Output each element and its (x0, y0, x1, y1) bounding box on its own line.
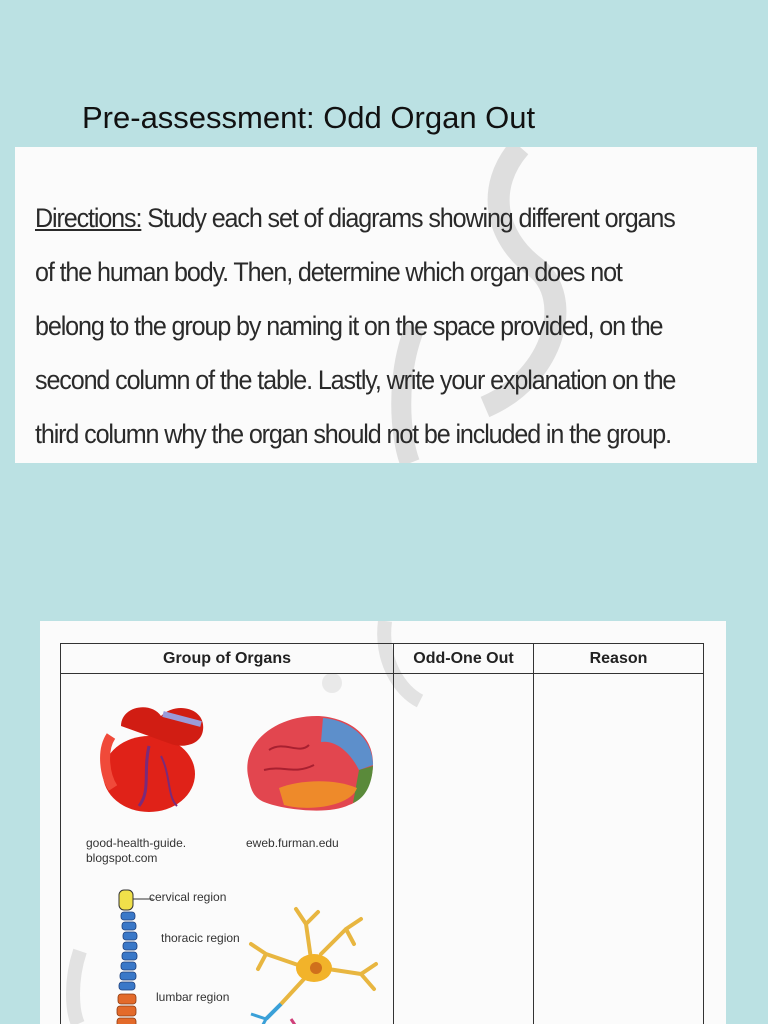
header-reason: Reason (589, 649, 648, 667)
heart-caption-line2: blogspot.com (86, 851, 158, 865)
header-odd-one-out: Odd-One Out (394, 644, 534, 673)
heart-image-caption (86, 836, 186, 866)
slide-title: Pre-assessment: Odd Organ Out (82, 100, 536, 135)
directions-label: Directions: (35, 203, 142, 233)
directions-text (35, 191, 686, 461)
cervical-region-label: cervical region (149, 890, 227, 904)
thoracic-region-label: thoracic region (161, 931, 240, 945)
heart-illustration (91, 696, 211, 816)
table-panel (40, 621, 726, 1024)
organ-table (60, 643, 704, 1024)
spinal-column-illustration (101, 884, 161, 1024)
lumbar-region-label: lumbar region (156, 990, 230, 1004)
directions-panel (15, 147, 757, 463)
heart-caption-line1: good-health-guide. (86, 836, 187, 850)
directions-body: Study each set of diagrams showing different organs of the human body. Then, determine which organ does not belong to the group by naming it on the space provided, on the second column of the table. Lastly, write your explanation on the third column why the organ should not be included in the group. (35, 203, 676, 449)
brain-illustration (239, 710, 379, 820)
brain-image-caption: eweb.furman.edu (246, 836, 339, 850)
reason-cell[interactable] (534, 674, 703, 1024)
table-row (61, 674, 703, 1024)
table-header-row (61, 644, 703, 674)
header-group-of-organs: Group of Organs (61, 644, 394, 673)
odd-one-out-cell[interactable] (394, 674, 534, 1024)
group-of-organs-cell (61, 674, 394, 1024)
neuron-illustration (246, 904, 386, 1024)
